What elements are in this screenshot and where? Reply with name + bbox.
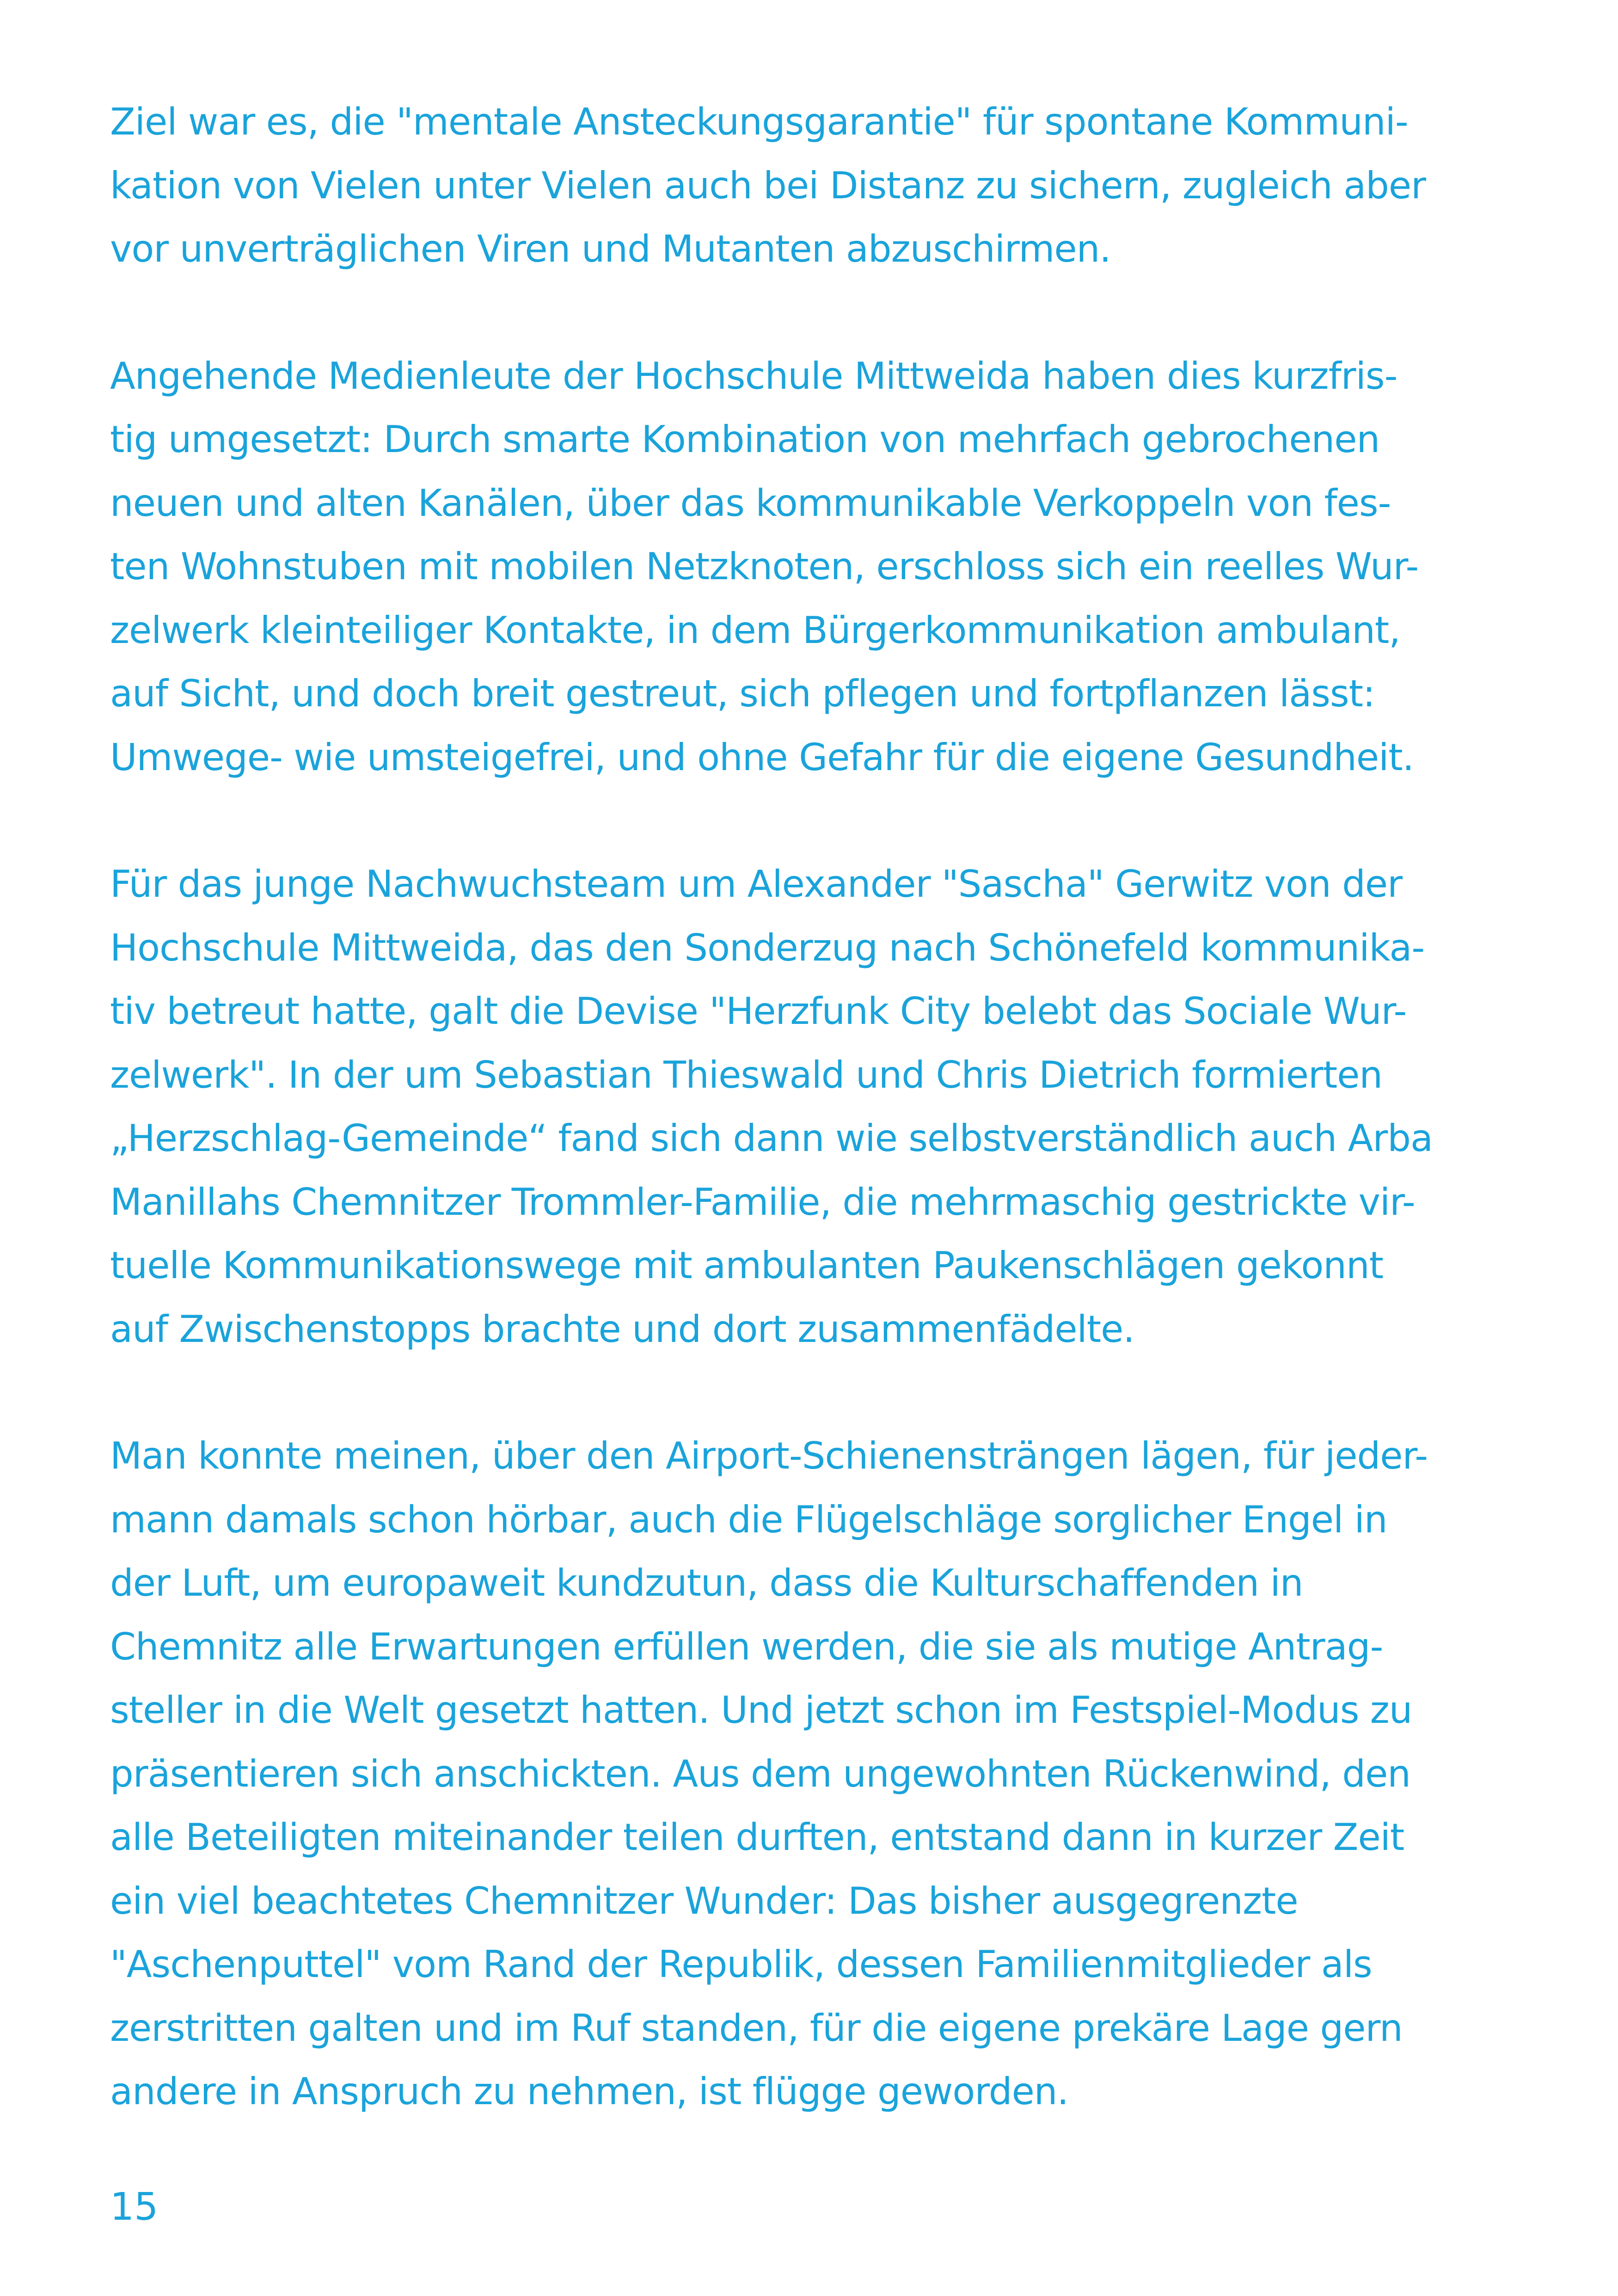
text-line: Angehende Medienleute der Hochschule Mittweida haben dies kurzfris- — [110, 354, 1397, 398]
text-line: tuelle Kommunikationswege mit ambulanten Paukenschlägen gekonnt — [110, 1244, 1384, 1287]
text-line: kation von Vielen unter Vielen auch bei Distanz zu sichern, zugleich aber — [110, 164, 1426, 207]
paragraph-4 — [110, 1424, 1520, 2124]
text-line: Man konnte meinen, über den Airport-Schienensträngen lägen, für jeder- — [110, 1434, 1428, 1477]
paragraph-2 — [110, 344, 1520, 790]
text-line: "Aschenputtel" vom Rand der Republik, dessen Familienmitglieder als — [110, 1943, 1372, 1986]
text-line: alle Beteiligten miteinander teilen durften, entstand dann in kurzer Zeit — [110, 1816, 1404, 1859]
text-line: Umwege- wie umsteigefrei, und ohne Gefahr für die eigene Gesundheit. — [110, 735, 1414, 779]
text-line: andere in Anspruch zu nehmen, ist flügge geworden. — [110, 2070, 1068, 2113]
body-text — [110, 90, 1520, 2187]
text-line: Hochschule Mittweida, das den Sonderzug nach Schönefeld kommunika- — [110, 926, 1425, 969]
text-line: Ziel war es, die "mentale Ansteckungsgarantie" für spontane Kommuni- — [110, 100, 1408, 143]
text-line: steller in die Welt gesetzt hatten. Und jetzt schon im Festspiel-Modus zu — [110, 1689, 1412, 1732]
text-line: ein viel beachtetes Chemnitzer Wunder: Das bisher ausgegrenzte — [110, 1879, 1298, 1923]
text-line: auf Zwischenstopps brachte und dort zusammenfädelte. — [110, 1307, 1134, 1351]
text-line: zelwerk kleinteiliger Kontakte, in dem Bürgerkommunikation ambulant, — [110, 608, 1400, 652]
paragraph-1 — [110, 90, 1520, 281]
text-line: „Herzschlag-Gemeinde“ fand sich dann wie selbstverständlich auch Arba — [110, 1117, 1433, 1160]
paragraph-3 — [110, 852, 1520, 1361]
text-line: vor unverträglichen Viren und Mutanten abzuschirmen. — [110, 227, 1111, 270]
text-line: Manillahs Chemnitzer Trommler-Familie, die mehrmaschig gestrickte vir- — [110, 1180, 1415, 1224]
text-line: präsentieren sich anschickten. Aus dem ungewohnten Rückenwind, den — [110, 1752, 1410, 1795]
text-line: auf Sicht, und doch breit gestreut, sich pflegen und fortpflanzen lässt: — [110, 672, 1375, 715]
text-line: Chemnitz alle Erwartungen erfüllen werden, die sie als mutige Antrag- — [110, 1625, 1383, 1668]
text-line: neuen und alten Kanälen, über das kommunikable Verkoppeln von fes- — [110, 481, 1391, 525]
text-line: tig umgesetzt: Durch smarte Kombination von mehrfach gebrochenen — [110, 418, 1380, 461]
text-line: der Luft, um europaweit kundzutun, dass die Kulturschaffenden in — [110, 1561, 1303, 1604]
text-line: zelwerk". In der um Sebastian Thieswald und Chris Dietrich formierten — [110, 1053, 1383, 1096]
text-line: tiv betreut hatte, galt die Devise "Herzfunk City belebt das Sociale Wur- — [110, 990, 1407, 1033]
text-line: ten Wohnstuben mit mobilen Netzknoten, erschloss sich ein reelles Wur- — [110, 545, 1419, 588]
text-line: mann damals schon hörbar, auch die Flügelschläge sorglicher Engel in — [110, 1498, 1387, 1541]
page-number: 15 — [110, 2185, 159, 2229]
text-line: zerstritten galten und im Ruf standen, für die eigene prekäre Lage gern — [110, 2006, 1403, 2050]
text-line: Für das junge Nachwuchsteam um Alexander "Sascha" Gerwitz von der — [110, 863, 1402, 906]
